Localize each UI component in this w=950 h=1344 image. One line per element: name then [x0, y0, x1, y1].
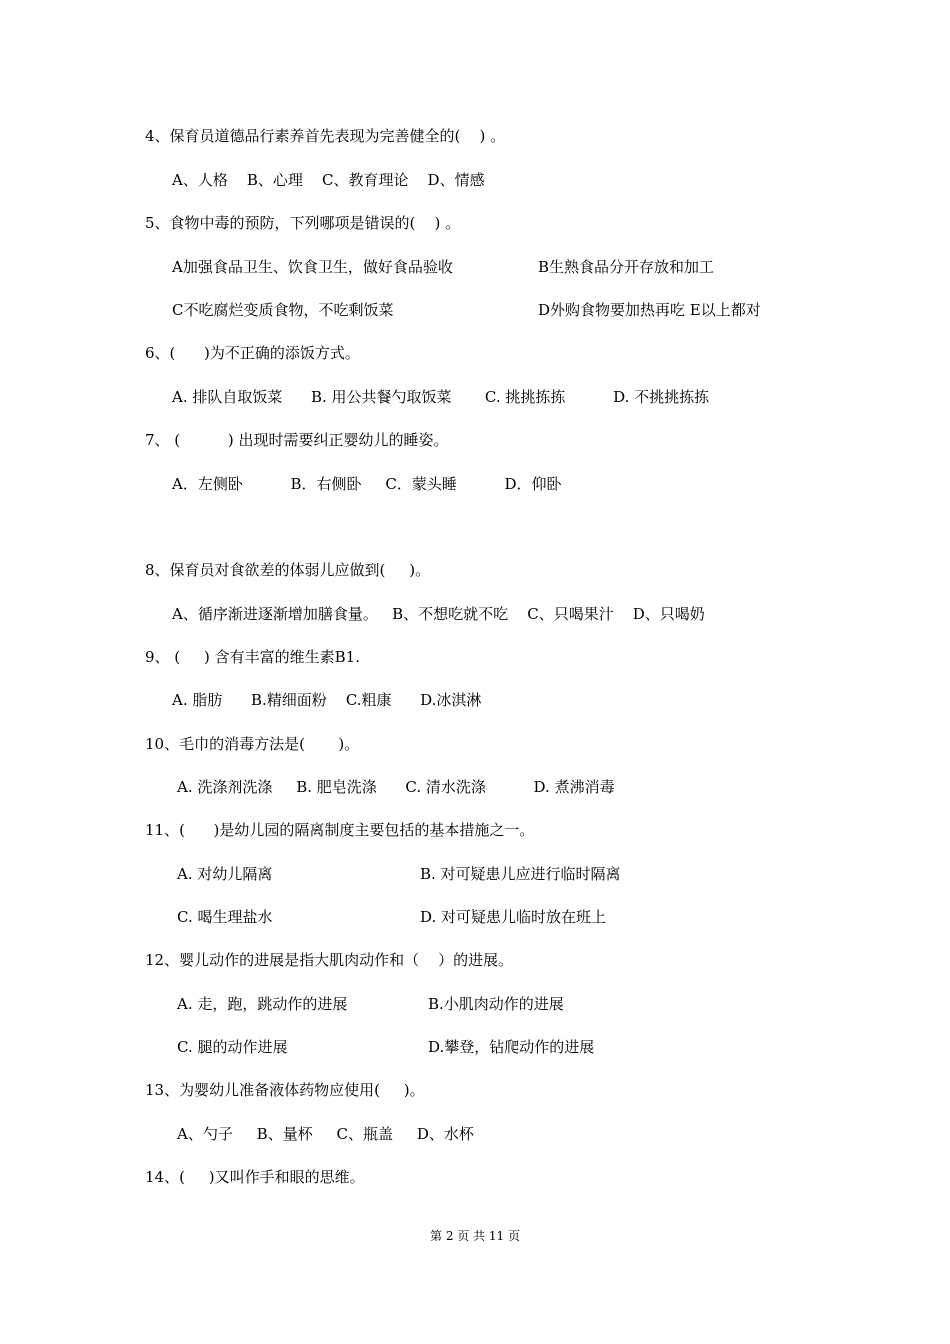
question-10-stem: 10、毛巾的消毒方法是( )。	[145, 735, 360, 753]
question-12-stem: 12、婴儿动作的进展是指大肌肉动作和（ ）的进展。	[145, 951, 514, 969]
question-8-options: A、循序渐进逐渐增加膳食量。 B、不想吃就不吃 C、只喝果汁 D、只喝奶	[172, 605, 705, 623]
question-8-stem: 8、保育员对食欲差的体弱儿应做到( )。	[145, 561, 431, 579]
question-14-stem: 14、( )又叫作手和眼的思维。	[145, 1168, 365, 1186]
question-6-options: A. 排队自取饭菜 B. 用公共餐勺取饭菜 C. 挑挑拣拣 D. 不挑挑拣拣	[172, 388, 710, 406]
question-13-options: A、勺子 B、量杯 C、瓶盖 D、水杯	[177, 1125, 474, 1143]
question-12-option-d: D.攀登，钻爬动作的进展	[428, 1038, 595, 1056]
question-9-stem: 9、 ( ) 含有丰富的维生素B1.	[145, 648, 360, 666]
question-5-option-a: A加强食品卫生、饮食卫生，做好食品验收	[172, 258, 453, 276]
question-4-stem: 4、保育员道德品行素养首先表现为完善健全的( ) 。	[145, 127, 506, 145]
question-5-option-c: C不吃腐烂变质食物，不吃剩饭菜	[172, 301, 394, 319]
question-11-option-c: C. 喝生理盐水	[177, 908, 273, 926]
question-7-options: A．左侧卧 B．右侧卧 C．蒙头睡 D．仰卧	[172, 475, 562, 493]
question-10-options: A. 洗涤剂洗涤 B. 肥皂洗涤 C. 清水洗涤 D. 煮沸消毒	[177, 778, 615, 796]
question-12-option-a: A. 走，跑，跳动作的进展	[177, 995, 348, 1013]
question-9-options: A. 脂肪 B.精细面粉 C.粗康 D.冰淇淋	[172, 691, 482, 709]
question-7-stem: 7、 ( ) 出现时需要纠正婴幼儿的睡姿。	[145, 431, 449, 449]
question-12-option-b: B.小肌肉动作的进展	[428, 995, 564, 1013]
question-11-option-b: B. 对可疑患儿应进行临时隔离	[420, 865, 621, 883]
question-11-option-d: D. 对可疑患儿临时放在班上	[420, 908, 607, 926]
question-5-option-de: D外购食物要加热再吃 E以上都对	[538, 301, 761, 319]
question-5-option-b: B生熟食品分开存放和加工	[538, 258, 715, 276]
question-5-stem: 5、食物中毒的预防，下列哪项是错误的( ) 。	[145, 214, 461, 232]
question-12-option-c: C. 腿的动作进展	[177, 1038, 288, 1056]
question-6-stem: 6、( )为不正确的添饭方式。	[145, 344, 360, 362]
question-4-options: A、人格 B、心理 C、教育理论 D、情感	[172, 171, 485, 189]
question-11-option-a: A. 对幼儿隔离	[177, 865, 273, 883]
question-11-stem: 11、( )是幼儿园的隔离制度主要包括的基本措施之一。	[145, 821, 535, 839]
question-13-stem: 13、为婴幼儿准备液体药物应使用( )。	[145, 1081, 425, 1099]
page-number-footer: 第 2 页 共 11 页	[430, 1229, 520, 1243]
